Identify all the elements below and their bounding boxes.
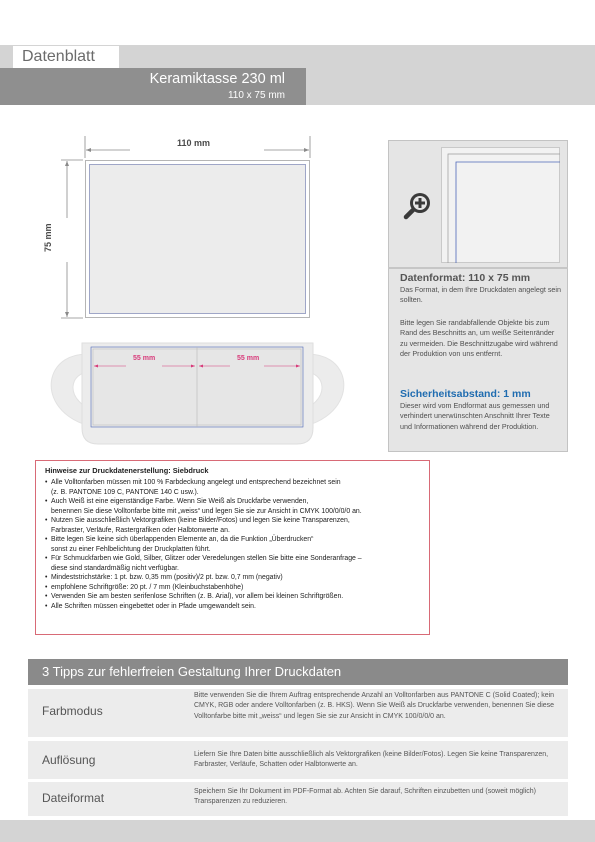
product-title: Keramiktasse 230 ml xyxy=(149,71,285,87)
hint-line xyxy=(45,507,430,517)
hint-text: Alle Volltonfarben müssen mit 100 % Farbdeckung angelegt und entsprechend bezeichnet sein xyxy=(51,479,341,486)
tip-text: Speichern Sie Ihr Dokument im PDF-Format ab. Achten Sie darauf, Schriften einzubetten und (soweit möglich) Transparenzen zu reduzieren. xyxy=(194,788,536,806)
tips-header-title: 3 Tipps zur fehlerfreien Gestaltung Ihrer Druckdaten xyxy=(42,664,342,679)
footer-band xyxy=(0,820,595,842)
hint-line xyxy=(45,602,430,612)
hints-list xyxy=(45,478,430,611)
safety-text: Dieser wird vom Endformat aus gemessen und verhindert unerwünschten Anschnitt Ihrer Texte und Informationen während der Produktion. xyxy=(400,401,550,431)
hint-text: Für Schmuckfarben wie Gold, Silber, Glitzer oder Veredelungen stellen Sie bitte eine Sonderanfrage – xyxy=(51,555,362,562)
hint-bullet: • xyxy=(45,574,48,581)
hints-title: Hinweise zur Druckdatenerstellung: Siebdruck xyxy=(45,466,209,475)
tip-text: Bitte verwenden Sie die Ihrem Auftrag entsprechende Anzahl an Volltonfarben aus PANTONE C (Solid Coated); kein CMYK, RGB oder andere Volltonfarben (z. B. HKS). Wenn Sie Weiß als Druckfarbe verwenden, benennen Sie diese Volltonfarbe bitte mit „weiss“ und legen Sie sie zur Ansicht in CMYK 100/0/0/0 an. xyxy=(194,692,555,720)
tip-label: Dateiformat xyxy=(42,791,105,805)
hint-line xyxy=(45,497,430,507)
hint-text: (z. B. PANTONE 109 C, PANTONE 140 C usw.). xyxy=(51,488,199,496)
hint-bullet: • xyxy=(45,479,48,486)
hint-bullet: • xyxy=(45,593,48,600)
hint-line xyxy=(45,592,430,602)
hint-text: diese sind standardmäßig nicht verfügbar. xyxy=(51,564,179,572)
panel-divider xyxy=(388,267,568,269)
hint-line xyxy=(45,535,430,545)
height-dimension-label: 75 mm xyxy=(43,223,53,252)
hint-line xyxy=(45,516,430,526)
mug-right-dimension-label: 55 mm xyxy=(237,355,260,362)
hint-line xyxy=(45,554,430,564)
hint-text: Bitte legen Sie keine sich überlappenden Elemente an, da die Funktion „Überdrucken“ xyxy=(51,536,314,543)
hint-line xyxy=(45,573,430,583)
hint-text: Auch Weiß ist eine eigenständige Farbe. Wenn Sie Weiß als Druckfarbe verwenden, xyxy=(51,498,309,505)
hint-text: benennen Sie diese Volltonfarbe bitte mit „weiss“ und legen Sie sie zur Ansicht in CMYK 100/0/0/0 an. xyxy=(51,507,362,515)
hint-bullet: • xyxy=(45,555,48,562)
magnifier-plus-icon[interactable] xyxy=(402,190,434,222)
hint-text: Farbraster, Verläufe, Rastergrafiken oder Halbtonwerte an. xyxy=(51,526,230,534)
hint-bullet: • xyxy=(45,517,48,524)
hint-bullet: • xyxy=(45,498,48,505)
hint-line xyxy=(45,526,430,536)
tip-row-dateiformat xyxy=(28,782,568,816)
hint-line xyxy=(45,478,430,488)
hint-text: Alle Schriften müssen eingebettet oder in Pfade umgewandelt sein. xyxy=(51,602,256,610)
width-dimension-label: 110 mm xyxy=(177,138,211,148)
product-size: 110 x 75 mm xyxy=(227,90,285,101)
tip-row-farbmodus xyxy=(28,689,568,737)
tip-label: Auflösung xyxy=(42,753,96,767)
format-heading: Datenformat: 110 x 75 mm xyxy=(400,272,531,284)
tips-header xyxy=(28,659,568,685)
hint-line xyxy=(45,583,430,593)
mug-left-dimension-label: 55 mm xyxy=(133,355,156,362)
hint-line xyxy=(45,564,430,574)
hint-text: empfohlene Schriftgröße: 20 pt. / 7 mm (Kleinbuchstabenhöhe) xyxy=(51,583,244,591)
safety-heading: Sicherheitsabstand: 1 mm xyxy=(400,388,531,400)
hint-text: Verwenden Sie am besten serifenlose Schriften (z. B. Arial), vor allem bei kleinen Schriftgrößen. xyxy=(51,593,344,600)
hint-line xyxy=(45,545,430,555)
tip-text: Liefern Sie Ihre Daten bitte ausschließlich als Vektorgrafiken (keine Bilder/Fotos). Legen Sie keine Transparenzen, Farbraster, Verläufe, Schatten oder Halbtonwerte an. xyxy=(194,751,549,769)
hint-line xyxy=(45,488,430,498)
bleed-text: Bitte legen Sie randabfallende Objekte bis zum Rand des Beschnitts an, um weiße Seitenränder zu vermeiden. Die Beschnittzugabe wird während der Produktion von uns entfernt. xyxy=(400,318,558,359)
hint-bullet: • xyxy=(45,602,48,610)
hint-text: Nutzen Sie ausschließlich Vektorgrafiken (keine Bilder/Fotos) und legen Sie keine Transparenzen, xyxy=(51,517,350,524)
hint-bullet: • xyxy=(45,536,48,543)
format-text: Das Format, in dem Ihre Druckdaten angelegt sein sollten. xyxy=(400,285,561,305)
tip-label: Farbmodus xyxy=(42,704,103,718)
tip-row-aufloesung xyxy=(28,741,568,779)
hint-text: Mindeststrichstärke: 1 pt. bzw. 0,35 mm (positiv)/2 pt. bzw. 0,7 mm (negativ) xyxy=(51,574,283,581)
datenblatt-label: Datenblatt xyxy=(22,48,95,65)
hint-text: sonst zu einer Fehlbelichtung der Druckplatten führt. xyxy=(51,545,211,553)
hint-bullet: • xyxy=(45,583,48,591)
